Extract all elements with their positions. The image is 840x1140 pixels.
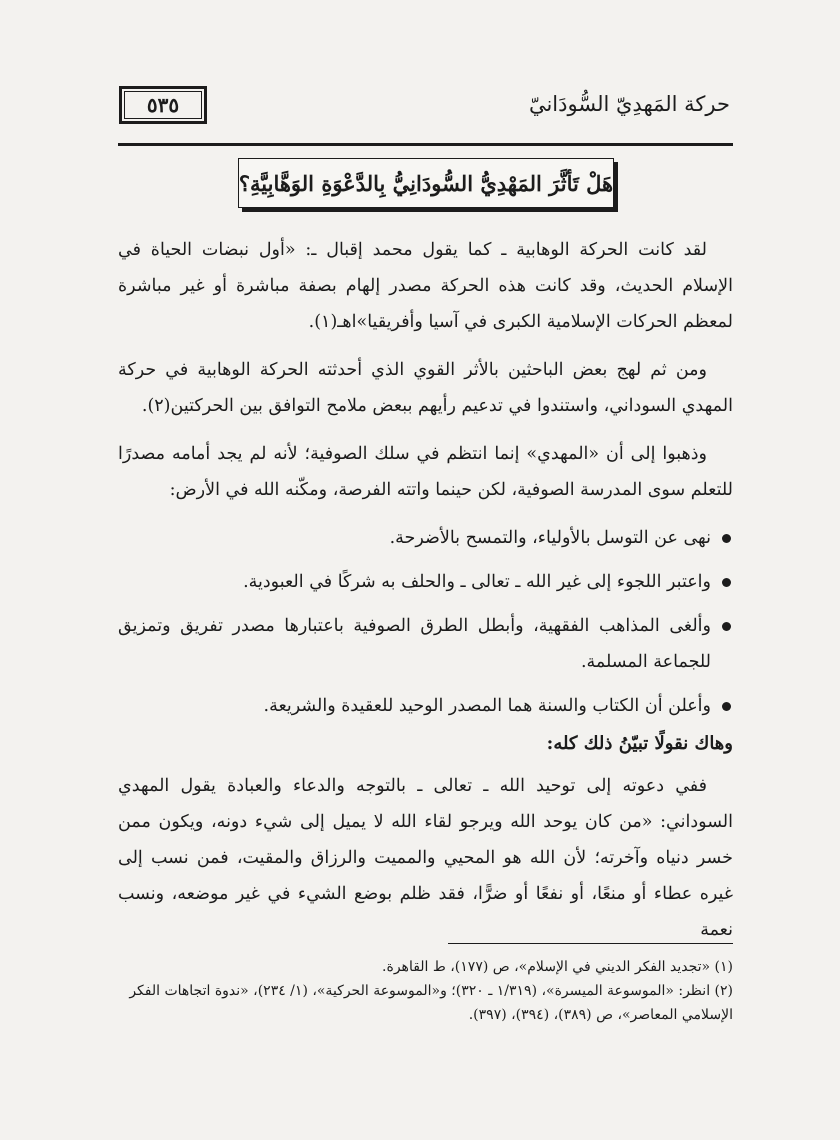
- bullet-text: نهى عن التوسل بالأولياء، والتمسح بالأضرحة.: [389, 528, 711, 548]
- footnotes: [118, 955, 733, 1027]
- page-number-box: [119, 86, 207, 124]
- bullet-dot-icon: [722, 534, 731, 543]
- bullet-text: واعتبر اللجوء إلى غير الله ـ تعالى ـ والحلف به شركًا في العبودية.: [243, 572, 711, 592]
- bullet-item: [118, 520, 733, 556]
- bullet-dot-icon: [722, 622, 731, 631]
- bullet-dot-icon: [722, 702, 731, 711]
- bullet-text: وأعلن أن الكتاب والسنة هما المصدر الوحيد للعقيدة والشريعة.: [263, 696, 711, 716]
- paragraph-1: لقد كانت الحركة الوهابية ـ كما يقول محمد إقبال ـ: «أول نبضات الحياة في الإسلام الحديث، وقد كانت هذه الحركة مصدر إلهام بصفة مباشرة أو غير مباشرة لمعظم الحركات الإسلامية الكبرى في آسيا وأفريقيا»اهـ(١).: [118, 240, 733, 332]
- running-title: حركة المَهدِيّ السُّودَانيّ: [528, 92, 730, 116]
- paragraph-3: وذهبوا إلى أن «المهدي» إنما انتظم في سلك الصوفية؛ لأنه لم يجد أمامه مصدرًا للتعلم سوى المدرسة الصوفية، لكن حينما واتته الفرصة، ومكّنه الله في الأرض:: [118, 444, 733, 500]
- footnote-rule: [448, 943, 733, 944]
- bullet-text: وألغى المذاهب الفقهية، وأبطل الطرق الصوفية باعتبارها مصدر تفريق وتمزيق للجماعة المسلمة.: [118, 616, 711, 672]
- bullet-dot-icon: [722, 578, 731, 587]
- bullet-list: [118, 520, 733, 724]
- bullet-item: [118, 688, 733, 724]
- section-heading: هَلْ تَأثَّرَ المَهْدِيُّ السُّودَانِيُّ بِالدَّعْوَةِ الوَهَّابِيَّةِ؟: [238, 170, 614, 196]
- body-text: [118, 232, 733, 960]
- paragraph-4: ففي دعوته إلى توحيد الله ـ تعالى ـ بالتوجه والدعاء والعبادة يقول المهدي السوداني: «من كان يوحد الله ويرجو لقاء الله لا يميل إلى شيء دونه، ويكون ممن خسر دنياه وآخرته؛ لأن الله هو المحيي والمميت والرزاق والمقيت، فمن نسب إلى غيره عطاء أو منعًا، أو نفعًا أو ضرًّا، فقد ظلم بوضع الشيء في غير موضعه، ونسب نعمة: [118, 776, 733, 940]
- subheading: وهاك نقولًا تبيّنُ ذلك كله:: [546, 733, 733, 754]
- bullet-item: [118, 564, 733, 600]
- section-heading-box: [238, 158, 614, 208]
- paragraph-2: ومن ثم لهج بعض الباحثين بالأثر القوي الذي أحدثته الحركة الوهابية في حركة المهدي السوداني، واستندوا في تدعيم رأيهم ببعض ملامح التوافق بين الحركتين(٢).: [118, 360, 733, 416]
- footnote-2: (٢) انظر: «الموسوعة الميسرة»، (١/٣١٩ ـ ٣٢٠)؛ و«الموسوعة الحركية»، (١/ ٢٣٤)، «ندوة اتجاهات الفكر الإسلامي المعاصر»، ص (٣٨٩)، (٣٩٤)، (٣٩٧).: [129, 983, 733, 1023]
- bullet-item: [118, 608, 733, 680]
- header-rule: [118, 143, 733, 146]
- page-number: ٥٣٥: [146, 93, 180, 117]
- footnote-1: (١) «تجديد الفكر الديني في الإسلام»، ص (١٧٧)، ط القاهرة.: [382, 959, 733, 975]
